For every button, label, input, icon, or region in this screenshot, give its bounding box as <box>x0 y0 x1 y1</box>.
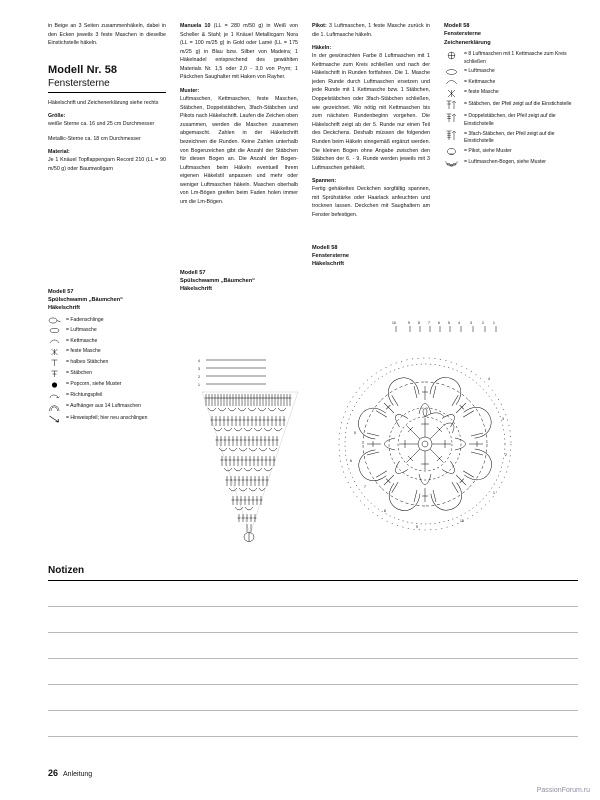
single-crochet-icon <box>48 348 62 356</box>
slip-stitch-icon <box>48 338 62 345</box>
svg-text:4: 4 <box>458 321 460 325</box>
svg-text:4: 4 <box>198 359 200 363</box>
svg-text:9: 9 <box>416 525 418 529</box>
svg-text:2: 2 <box>505 453 507 457</box>
legend-item: = Richtungspfeil <box>48 392 166 400</box>
treble-crochet-icon <box>444 113 460 123</box>
legend-item: = Fadenschlinge <box>48 317 166 324</box>
svg-text:2: 2 <box>482 321 484 325</box>
notes-line[interactable] <box>48 581 578 607</box>
double-crochet-icon <box>48 370 62 378</box>
svg-text:5: 5 <box>448 321 450 325</box>
svg-text:6: 6 <box>438 321 440 325</box>
legend-item: = Luftmasche <box>48 327 166 334</box>
size-text-white: weiße Sterne ca. 16 und 25 cm Durchmesser <box>48 121 155 128</box>
notes-line[interactable] <box>48 685 578 711</box>
notes-section <box>48 565 578 737</box>
svg-text:10: 10 <box>460 519 464 523</box>
legend-57-title: Modell 57 Spülschwamm „Bäumchen“ Häkelschrift <box>48 288 123 312</box>
material-text: Je 1 Knäuel Topflappengarn Record 210 (LL = 90 m/50 g) oder Baumwollgarn <box>48 157 166 173</box>
size-heading: Größe: <box>48 113 66 120</box>
chain-arc-icon <box>444 159 460 168</box>
svg-text:3: 3 <box>198 367 200 371</box>
legend-item: = Doppelstäbchen, der Pfeil zeigt auf die Einstichstelle <box>444 113 574 128</box>
svg-text:10: 10 <box>392 321 396 325</box>
page-section-label: Anleitung <box>63 771 93 778</box>
notes-line[interactable] <box>48 711 578 737</box>
crochet-heading: Häkeln: <box>312 45 332 52</box>
svg-text:6: 6 <box>350 459 352 463</box>
chart-58-caption: Modell 58 Fenstersterne Häkelschrift <box>312 244 349 268</box>
watermark: PassionForum.ru <box>536 787 590 794</box>
svg-text:8: 8 <box>418 321 420 325</box>
pattern-heading: Muster: <box>180 88 200 95</box>
model-note: Häkelschrift und Zeichenerklärung siehe rechts <box>48 99 159 106</box>
page-number: 26 <box>48 768 59 778</box>
svg-text:3: 3 <box>470 321 472 325</box>
svg-text:7: 7 <box>428 321 430 325</box>
svg-text:3: 3 <box>502 417 504 421</box>
legend-item: = feste Masche <box>444 89 574 98</box>
svg-text:9: 9 <box>408 321 410 325</box>
picot-paragraph: Pikot: 3 Luftmaschen, 1 feste Masche zurück in die 1. Luftmasche häkeln. <box>312 23 430 38</box>
column-1 <box>48 22 166 426</box>
svg-text:8: 8 <box>384 509 386 513</box>
svg-text:1: 1 <box>198 383 200 387</box>
legend-item: = Luftmaschen-Bogen, siehe Muster <box>444 159 574 168</box>
svg-text:1: 1 <box>493 321 495 325</box>
model-number-heading: Modell Nr. 58 <box>48 63 118 76</box>
svg-text:5: 5 <box>354 431 356 435</box>
legend-item: = Stäbchen <box>48 370 166 378</box>
loop-icon <box>48 317 62 324</box>
double-crochet-icon <box>444 100 460 110</box>
legend-item: = Kettmasche <box>444 79 574 87</box>
notes-line[interactable] <box>48 607 578 633</box>
size-text-metallic: Metallic-Sterne ca. 18 cm Durchmesser <box>48 135 141 142</box>
yarn-paragraph: Manuela 10 (LL = 280 m/50 g) in Weiß von Scheller & Stahl; je 1 Knäuel Metallicgarn Nora (LL = 100 m/25 g) in Gold oder Lamé (LL = 175 m/25 g) in Blau bzw. Silber von Madeira; 1 Häkelnadel entsprechend des gewählten Materials Nr. 1,5 oder 2,0 - 3,0 von Prym; 1 Päckchen Saughalter mit Haken von Rayher. <box>180 23 298 81</box>
svg-text:4: 4 <box>488 377 490 381</box>
legend-item: = feste Masche <box>48 348 166 356</box>
triple-treble-icon <box>444 130 460 141</box>
direction-arrow-icon <box>48 392 62 400</box>
half-double-icon <box>48 359 62 367</box>
legend-58-title: Modell 58 Fenstersterne Zeichenerklärung <box>444 23 491 46</box>
pattern-text: Luftmaschen, Kettmaschen, feste Maschen, Stäbchen, Doppelstäbchen, 3fach-Stäbchen und Pikots nach Häkelschrift. Laufen die Zeichen oben zusammen, werden die Maschen zusammen abgemascht. Zahlen in der Häkelschrift bezeichnen die Runden. Keine Zahlen unterhalb von Bogenzeichen gibt die Anzahl der Stäbchen für diesen Bogen an. Die Anzahl der Bogen-Luftmaschen beim Häkeln eventuell Ihrem eigenen Häkelstil anpassen und mehr oder weniger Luftmaschen häkeln. Maschen oberhalb von Lm-Bögen greifen beim Faden holen immer um die Lm-Bögen. <box>180 96 298 205</box>
start-arrow-icon <box>48 415 62 423</box>
blocking-text: Fertig gehäkeltes Deckchen sorgfältig spannen, mit Sprühstärke oder Haarlack anfeuchten und trocknen lassen. Deckchen mit Saughaltern am Fenster befestigen. <box>312 186 430 218</box>
svg-text:7: 7 <box>364 485 366 489</box>
legend-item: = Popcorn, siehe Muster <box>48 381 166 389</box>
legend-item: = Pikot, siehe Muster <box>444 148 574 157</box>
hanger-loop-icon <box>48 403 62 412</box>
chain-stitch-icon <box>48 327 62 334</box>
svg-text:2: 2 <box>198 375 200 379</box>
blocking-heading: Spannen: <box>312 178 337 185</box>
svg-text:1: 1 <box>493 491 495 495</box>
material-heading: Material: <box>48 149 70 156</box>
chain-ring-icon <box>444 51 460 60</box>
notes-title: Notizen <box>48 565 85 576</box>
picot-icon <box>444 147 460 156</box>
single-crochet-icon <box>444 89 460 98</box>
crochet-chart-57 <box>186 348 316 544</box>
crochet-chart-58 <box>330 316 520 542</box>
intro-paragraph: in Beige an 3 Seiten zusammenhäkeln, dabei in den Ecken jeweils 3 feste Maschen in dieselbe Einstichstelle häkeln. <box>48 23 166 47</box>
legend-item: = Hinweispfeil; hier neu anschlingen <box>48 415 166 423</box>
page-footer <box>48 768 92 778</box>
notes-line[interactable] <box>48 659 578 685</box>
legend-item: = halbes Stäbchen <box>48 359 166 367</box>
legend-item: = Stäbchen, der Pfeil zeigt auf die Einstichstelle <box>444 101 574 111</box>
chart-57-caption: Modell 57 Spülschwamm „Bäumchen“ Häkelschrift <box>180 269 255 293</box>
legend-item: = Luftmasche <box>444 68 574 76</box>
legend-item: = 8 Luftmaschen mit 1 Kettmasche zum Kreis schließen <box>444 51 574 66</box>
crochet-text: In der gewünschten Farbe 8 Luftmaschen mit 1 Kettmasche zum Kreis schließen und nach der Häkelschrift in Runden fortfahren. Die 1. Masche jeden Runde durch Luftmaschen ersetzen und jede Runde mit 1 Kettmasche bzw. 1 Stäbchen, Doppelstäbchen oder 3fach-Stäbchen schließen, wie gezeichnet. Wo nötig mit Kettmaschen bis zum nächsten Rundenbeginn vorgehen. Die Häkelschrift zeigt ab der 5. Runde nur einen Teil des Deckchens. Deshalb müssen die folgenden Runden beim Häkeln sinngemäß ergänzt werden. Die kleinen Bogen ohne Angabe zwischen den Stäbchen der 6. - 9. Runde werden jeweils mit 3 Luftmaschen gehäkelt. <box>312 53 430 171</box>
model-name-heading: Fenstersterne <box>48 78 166 93</box>
popcorn-icon <box>48 381 62 389</box>
legend-item: = 3fach-Stäbchen, der Pfeil zeigt auf die Einstichstelle <box>444 131 574 146</box>
slip-stitch-icon <box>444 78 460 86</box>
notes-line[interactable] <box>48 633 578 659</box>
legend-item: = Aufhänger aus 14 Luftmaschen <box>48 403 166 412</box>
legend-item: = Kettmasche <box>48 338 166 345</box>
chain-stitch-icon <box>444 68 460 76</box>
